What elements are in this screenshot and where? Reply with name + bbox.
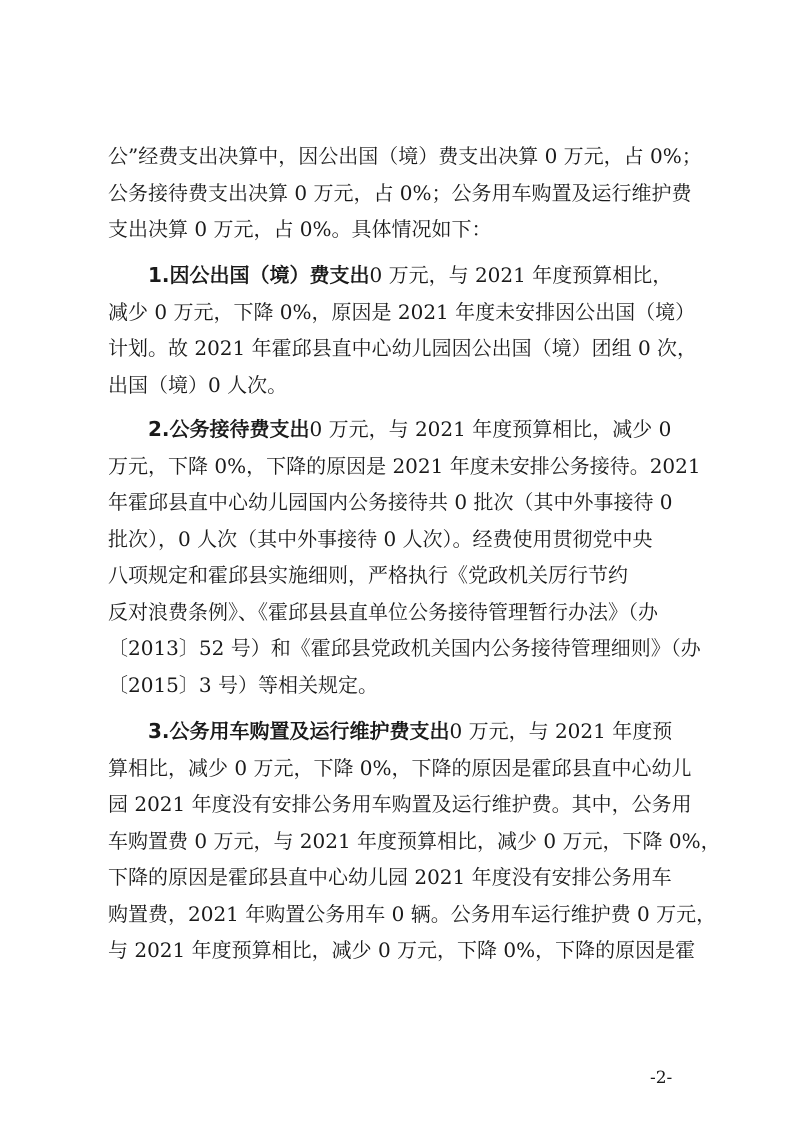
section-3-paragraph xyxy=(108,713,721,969)
text-line: 计划。故 2021 年霍邱县直中心幼儿园因公出国（境）团组 0 次， xyxy=(108,336,698,360)
text-line: 车购置费 0 万元，与 2021 年度预算相比，减少 0 万元，下降 0%， xyxy=(108,828,721,853)
text-line: 批次），0 人次（其中外事接待 0 人次）。经费使用贯彻党中央 xyxy=(108,526,653,551)
text-line: 支出决算 0 万元，占 0%。具体情况如下： xyxy=(108,217,492,241)
paragraph-intro xyxy=(108,138,702,248)
section-1-first-line-text: 0 万元，与 2021 年度预算相比， xyxy=(369,263,673,287)
section-3-heading: 3.公务用车购置及运行维护费支出 xyxy=(148,719,450,743)
text-line: 出国（境）0 人次。 xyxy=(108,372,288,397)
text-line: 与 2021 年度预算相比，减少 0 万元，下降 0%，下降的原因是霍 xyxy=(108,938,696,962)
section-2-heading: 2.公务接待费支出 xyxy=(148,417,310,441)
text-line: 八项规定和霍邱县实施细则，严格执行《党政机关厉行节约 xyxy=(108,563,628,587)
section-2-first-line xyxy=(108,411,698,448)
text-line: 算相比，减少 0 万元，下降 0%，下降的原因是霍邱县直中心幼儿 xyxy=(108,755,692,780)
text-line: 〔2013〕52 号）和《霍邱县党政机关国内公务接待管理细则》（办 xyxy=(108,636,701,660)
text-line: 公务接待费支出决算 0 万元，占 0%；公务用车购置及运行维护费 xyxy=(108,180,692,205)
text-line: 减少 0 万元，下降 0%，原因是 2021 年度未安排因公出国（境） xyxy=(108,299,696,324)
section-2-paragraph xyxy=(108,411,701,703)
page-number: -2- xyxy=(650,1068,673,1088)
text-line: 年霍邱县直中心幼儿园国内公务接待共 0 批次（其中外事接待 0 xyxy=(108,490,673,514)
text-line: 园 2021 年度没有安排公务用车购置及运行维护费。其中，公务用 xyxy=(108,792,692,816)
text-line: 下降的原因是霍邱县直中心幼儿园 2021 年度没有安排公务用车 xyxy=(108,865,672,889)
section-1-heading: 1.因公出国（境）费支出 xyxy=(148,263,370,287)
section-1-paragraph xyxy=(108,257,698,403)
section-1-first-line xyxy=(108,257,698,294)
text-line: 反对浪费条例》、《霍邱县县直单位公务接待管理暂行办法》（办 xyxy=(108,599,658,624)
section-3-first-line-text: 0 万元，与 2021 年度预 xyxy=(449,719,673,743)
text-line: 〔2015〕3 号）等相关规定。 xyxy=(108,672,378,697)
text-line: 万元，下降 0%，下降的原因是 2021 年度未安排公务接待。2021 xyxy=(108,453,701,478)
text-line: 公”经费支出决算中，因公出国（境）费支出决算 0 万元，占 0%； xyxy=(108,144,702,168)
section-3-first-line xyxy=(108,713,698,750)
text-line: 购置费，2021 年购置公务用车 0 辆。公务用车运行维护费 0 万元， xyxy=(108,901,717,926)
section-2-first-line-text: 0 万元，与 2021 年度预算相比，减少 0 xyxy=(309,417,672,441)
